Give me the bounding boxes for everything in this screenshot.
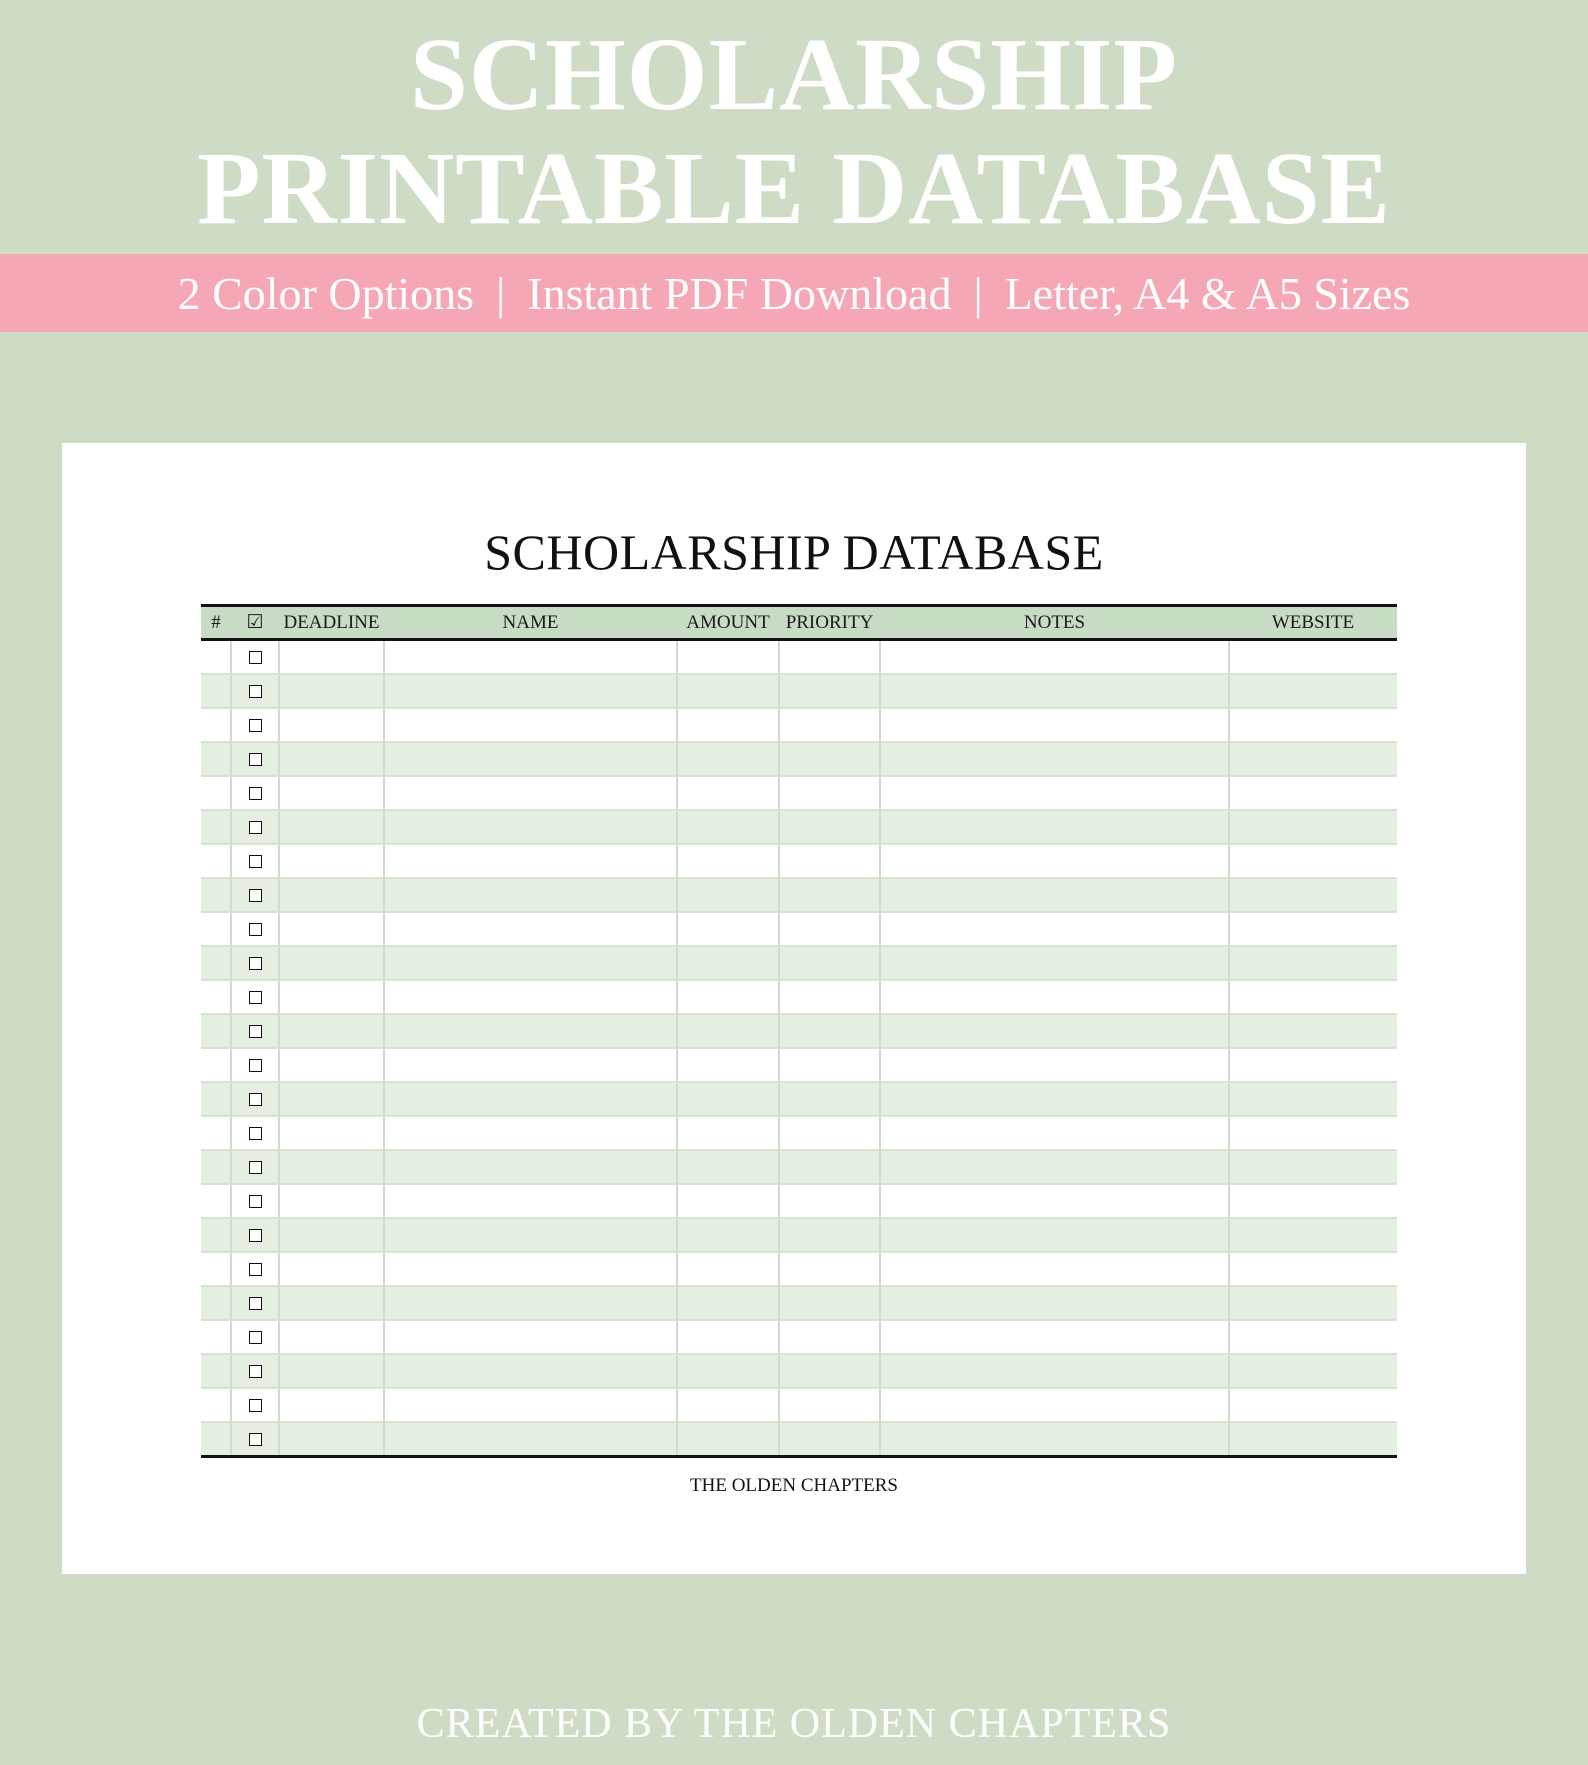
table-cell [677, 640, 779, 675]
table-cell [677, 1422, 779, 1457]
table-cell [677, 674, 779, 708]
column-header-priority: PRIORITY [779, 606, 880, 640]
banner-separator: | [496, 267, 506, 319]
checkbox-empty-icon [249, 1263, 262, 1276]
table-cell [201, 1116, 231, 1150]
table-cell [779, 1252, 880, 1286]
table-cell [779, 776, 880, 810]
column-header-name: NAME [384, 606, 677, 640]
table-cell [201, 1320, 231, 1354]
checkbox-empty-icon [249, 1161, 262, 1174]
table-cell [201, 640, 231, 675]
table-cell [279, 1014, 384, 1048]
table-cell [279, 708, 384, 742]
table-cell [231, 1184, 279, 1218]
checkbox-empty-icon [249, 923, 262, 936]
table-cell [1229, 742, 1397, 776]
table-row [201, 1320, 1397, 1354]
table-cell [279, 1150, 384, 1184]
table-cell [384, 1252, 677, 1286]
table-cell [384, 1320, 677, 1354]
table-cell [677, 1184, 779, 1218]
table-cell [880, 640, 1229, 675]
table-row [201, 776, 1397, 810]
table-cell [231, 878, 279, 912]
table-cell [201, 912, 231, 946]
table-cell [384, 1286, 677, 1320]
table-cell [201, 1184, 231, 1218]
hero-title-line-2: PRINTABLE DATABASE [197, 131, 1391, 246]
database-table-wrapper [201, 604, 1397, 1458]
table-cell [677, 912, 779, 946]
table-cell [384, 1354, 677, 1388]
table-row [201, 1218, 1397, 1252]
table-cell [201, 946, 231, 980]
checkbox-empty-icon [249, 753, 262, 766]
table-cell [201, 1048, 231, 1082]
sheet-footer: THE OLDEN CHAPTERS [690, 1475, 898, 1496]
table-cell [1229, 1150, 1397, 1184]
table-cell [1229, 980, 1397, 1014]
table-cell [1229, 708, 1397, 742]
table-cell [279, 912, 384, 946]
hero-title [0, 18, 1588, 246]
checkbox-empty-icon [249, 855, 262, 868]
table-cell [1229, 1320, 1397, 1354]
checkbox-empty-icon [249, 1093, 262, 1106]
table-cell [231, 1048, 279, 1082]
table-cell [880, 708, 1229, 742]
table-cell [231, 674, 279, 708]
column-header-checkbox [231, 606, 279, 640]
table-row [201, 1354, 1397, 1388]
table-cell [779, 980, 880, 1014]
table-cell [279, 1116, 384, 1150]
table-row [201, 1048, 1397, 1082]
table-cell [231, 1422, 279, 1457]
table-cell [279, 1422, 384, 1457]
table-cell [201, 1252, 231, 1286]
table-cell [231, 1082, 279, 1116]
page-footer-credit: CREATED BY THE OLDEN CHAPTERS [416, 1701, 1172, 1747]
checkbox-empty-icon [249, 991, 262, 1004]
table-cell [1229, 1354, 1397, 1388]
table-cell [880, 1286, 1229, 1320]
checkbox-empty-icon [249, 787, 262, 800]
table-cell [880, 1184, 1229, 1218]
table-cell [384, 1150, 677, 1184]
table-cell [880, 742, 1229, 776]
table-cell [279, 1388, 384, 1422]
table-cell [1229, 1252, 1397, 1286]
table-cell [201, 980, 231, 1014]
table-cell [880, 1014, 1229, 1048]
table-cell [779, 1286, 880, 1320]
table-cell [677, 980, 779, 1014]
table-row [201, 1184, 1397, 1218]
table-cell [677, 1150, 779, 1184]
checkbox-empty-icon [249, 1399, 262, 1412]
table-cell [779, 1218, 880, 1252]
table-cell [231, 1252, 279, 1286]
table-row [201, 1422, 1397, 1457]
table-cell [677, 878, 779, 912]
table-cell [201, 1150, 231, 1184]
table-cell [880, 1388, 1229, 1422]
table-cell [1229, 1116, 1397, 1150]
table-cell [880, 1048, 1229, 1082]
table-cell [384, 946, 677, 980]
table-cell [677, 1252, 779, 1286]
table-cell [677, 742, 779, 776]
table-row [201, 640, 1397, 675]
table-cell [1229, 1048, 1397, 1082]
checkbox-empty-icon [249, 651, 262, 664]
table-cell [201, 1014, 231, 1048]
table-cell [677, 776, 779, 810]
table-cell [880, 674, 1229, 708]
table-cell [231, 980, 279, 1014]
sheet-title: SCHOLARSHIP DATABASE [484, 524, 1104, 580]
scholarship-table [201, 604, 1397, 1458]
table-cell [1229, 878, 1397, 912]
table-cell [231, 1150, 279, 1184]
table-cell [201, 1388, 231, 1422]
table-cell [384, 878, 677, 912]
table-cell [677, 1320, 779, 1354]
table-cell [201, 674, 231, 708]
hero-title-line-1: SCHOLARSHIP [409, 17, 1179, 132]
checkbox-empty-icon [249, 889, 262, 902]
checkbox-empty-icon [249, 719, 262, 732]
table-cell [677, 1048, 779, 1082]
table-cell [279, 1082, 384, 1116]
table-cell [384, 742, 677, 776]
table-cell [880, 1320, 1229, 1354]
table-cell [779, 1014, 880, 1048]
table-cell [279, 640, 384, 675]
table-row [201, 980, 1397, 1014]
table-cell [1229, 810, 1397, 844]
table-cell [279, 1354, 384, 1388]
table-cell [1229, 776, 1397, 810]
checkbox-checked-icon: ☑ [246, 611, 264, 633]
table-cell [677, 810, 779, 844]
column-header-notes: NOTES [880, 606, 1229, 640]
table-cell [880, 1082, 1229, 1116]
table-row [201, 708, 1397, 742]
table-cell [677, 1014, 779, 1048]
checkbox-empty-icon [249, 685, 262, 698]
table-cell [1229, 1422, 1397, 1457]
checkbox-empty-icon [249, 957, 262, 970]
table-cell [677, 844, 779, 878]
banner-item-pdf-download: Instant PDF Download [527, 267, 952, 319]
table-cell [279, 1252, 384, 1286]
column-header-amount: AMOUNT [677, 606, 779, 640]
table-cell [231, 946, 279, 980]
table-cell [279, 878, 384, 912]
table-cell [779, 1116, 880, 1150]
table-row [201, 1082, 1397, 1116]
features-banner [0, 254, 1588, 332]
table-cell [1229, 1014, 1397, 1048]
table-cell [1229, 1388, 1397, 1422]
table-cell [779, 878, 880, 912]
column-header-deadline: DEADLINE [279, 606, 384, 640]
table-cell [231, 1320, 279, 1354]
table-cell [880, 844, 1229, 878]
checkbox-empty-icon [249, 1331, 262, 1344]
table-cell [201, 878, 231, 912]
table-cell [231, 640, 279, 675]
table-cell [201, 1082, 231, 1116]
table-cell [231, 844, 279, 878]
table-cell [231, 1388, 279, 1422]
table-cell [880, 1116, 1229, 1150]
table-cell [779, 708, 880, 742]
table-cell [231, 1218, 279, 1252]
table-cell [279, 980, 384, 1014]
table-cell [201, 708, 231, 742]
table-cell [779, 1354, 880, 1388]
table-cell [201, 1422, 231, 1457]
table-cell [1229, 1184, 1397, 1218]
table-cell [201, 844, 231, 878]
table-cell [1229, 674, 1397, 708]
table-cell [677, 946, 779, 980]
table-cell [384, 912, 677, 946]
table-cell [231, 810, 279, 844]
table-cell [1229, 912, 1397, 946]
table-cell [384, 708, 677, 742]
table-cell [279, 810, 384, 844]
table-row [201, 742, 1397, 776]
table-cell [880, 776, 1229, 810]
table-cell [384, 674, 677, 708]
table-row [201, 1150, 1397, 1184]
table-cell [279, 1218, 384, 1252]
table-cell [779, 912, 880, 946]
table-cell [279, 776, 384, 810]
table-cell [1229, 1082, 1397, 1116]
table-cell [231, 1014, 279, 1048]
table-cell [384, 640, 677, 675]
table-row [201, 946, 1397, 980]
table-cell [880, 1150, 1229, 1184]
checkbox-empty-icon [249, 821, 262, 834]
table-cell [279, 844, 384, 878]
column-header-website: WEBSITE [1229, 606, 1397, 640]
table-row [201, 810, 1397, 844]
table-cell [677, 1116, 779, 1150]
table-cell [231, 742, 279, 776]
table-cell [779, 640, 880, 675]
table-cell [384, 1014, 677, 1048]
table-body [201, 640, 1397, 1457]
table-cell [384, 1422, 677, 1457]
checkbox-empty-icon [249, 1433, 262, 1446]
table-cell [279, 1184, 384, 1218]
table-cell [880, 878, 1229, 912]
table-cell [201, 1354, 231, 1388]
table-row [201, 912, 1397, 946]
table-cell [779, 674, 880, 708]
table-cell [231, 776, 279, 810]
table-row [201, 1286, 1397, 1320]
table-cell [677, 1354, 779, 1388]
table-cell [231, 708, 279, 742]
table-cell [279, 1320, 384, 1354]
table-cell [279, 674, 384, 708]
table-cell [279, 1286, 384, 1320]
table-cell [384, 1388, 677, 1422]
table-cell [779, 1048, 880, 1082]
table-row [201, 844, 1397, 878]
table-cell [384, 810, 677, 844]
table-cell [1229, 844, 1397, 878]
table-cell [880, 1252, 1229, 1286]
table-cell [231, 1116, 279, 1150]
table-cell [779, 946, 880, 980]
table-row [201, 1252, 1397, 1286]
table-row [201, 1116, 1397, 1150]
table-cell [231, 912, 279, 946]
table-cell [880, 1422, 1229, 1457]
table-cell [384, 1184, 677, 1218]
column-header-number: # [201, 606, 231, 640]
table-cell [231, 1286, 279, 1320]
table-cell [1229, 640, 1397, 675]
table-cell [677, 1082, 779, 1116]
table-cell [779, 1320, 880, 1354]
table-cell [384, 776, 677, 810]
checkbox-empty-icon [249, 1059, 262, 1072]
table-cell [201, 742, 231, 776]
table-row [201, 1388, 1397, 1422]
table-cell [384, 980, 677, 1014]
banner-item-sizes: Letter, A4 & A5 Sizes [1004, 267, 1411, 319]
table-row [201, 878, 1397, 912]
table-cell [279, 1048, 384, 1082]
table-cell [201, 776, 231, 810]
table-cell [779, 1422, 880, 1457]
table-cell [384, 1116, 677, 1150]
table-cell [279, 946, 384, 980]
checkbox-empty-icon [249, 1365, 262, 1378]
checkbox-empty-icon [249, 1025, 262, 1038]
table-cell [677, 1388, 779, 1422]
table-cell [779, 810, 880, 844]
table-cell [677, 708, 779, 742]
banner-separator: | [973, 267, 983, 319]
table-cell [779, 1184, 880, 1218]
table-cell [677, 1218, 779, 1252]
table-cell [880, 1354, 1229, 1388]
table-cell [279, 742, 384, 776]
table-cell [201, 810, 231, 844]
table-cell [1229, 1218, 1397, 1252]
table-cell [880, 912, 1229, 946]
checkbox-empty-icon [249, 1297, 262, 1310]
table-cell [1229, 946, 1397, 980]
printable-sheet-preview [62, 443, 1526, 1574]
table-cell [1229, 1286, 1397, 1320]
checkbox-empty-icon [249, 1229, 262, 1242]
banner-item-color-options: 2 Color Options [177, 267, 475, 319]
table-cell [880, 946, 1229, 980]
table-cell [201, 1286, 231, 1320]
table-row [201, 674, 1397, 708]
table-cell [201, 1218, 231, 1252]
table-cell [779, 1082, 880, 1116]
checkbox-empty-icon [249, 1195, 262, 1208]
table-cell [779, 1388, 880, 1422]
table-cell [779, 742, 880, 776]
table-cell [880, 1218, 1229, 1252]
table-cell [880, 810, 1229, 844]
table-cell [384, 844, 677, 878]
table-cell [779, 844, 880, 878]
checkbox-empty-icon [249, 1127, 262, 1140]
table-cell [384, 1082, 677, 1116]
table-cell [384, 1218, 677, 1252]
table-cell [231, 1354, 279, 1388]
table-row [201, 1014, 1397, 1048]
table-cell [779, 1150, 880, 1184]
table-header-row [201, 606, 1397, 640]
table-cell [384, 1048, 677, 1082]
table-cell [677, 1286, 779, 1320]
table-cell [880, 980, 1229, 1014]
